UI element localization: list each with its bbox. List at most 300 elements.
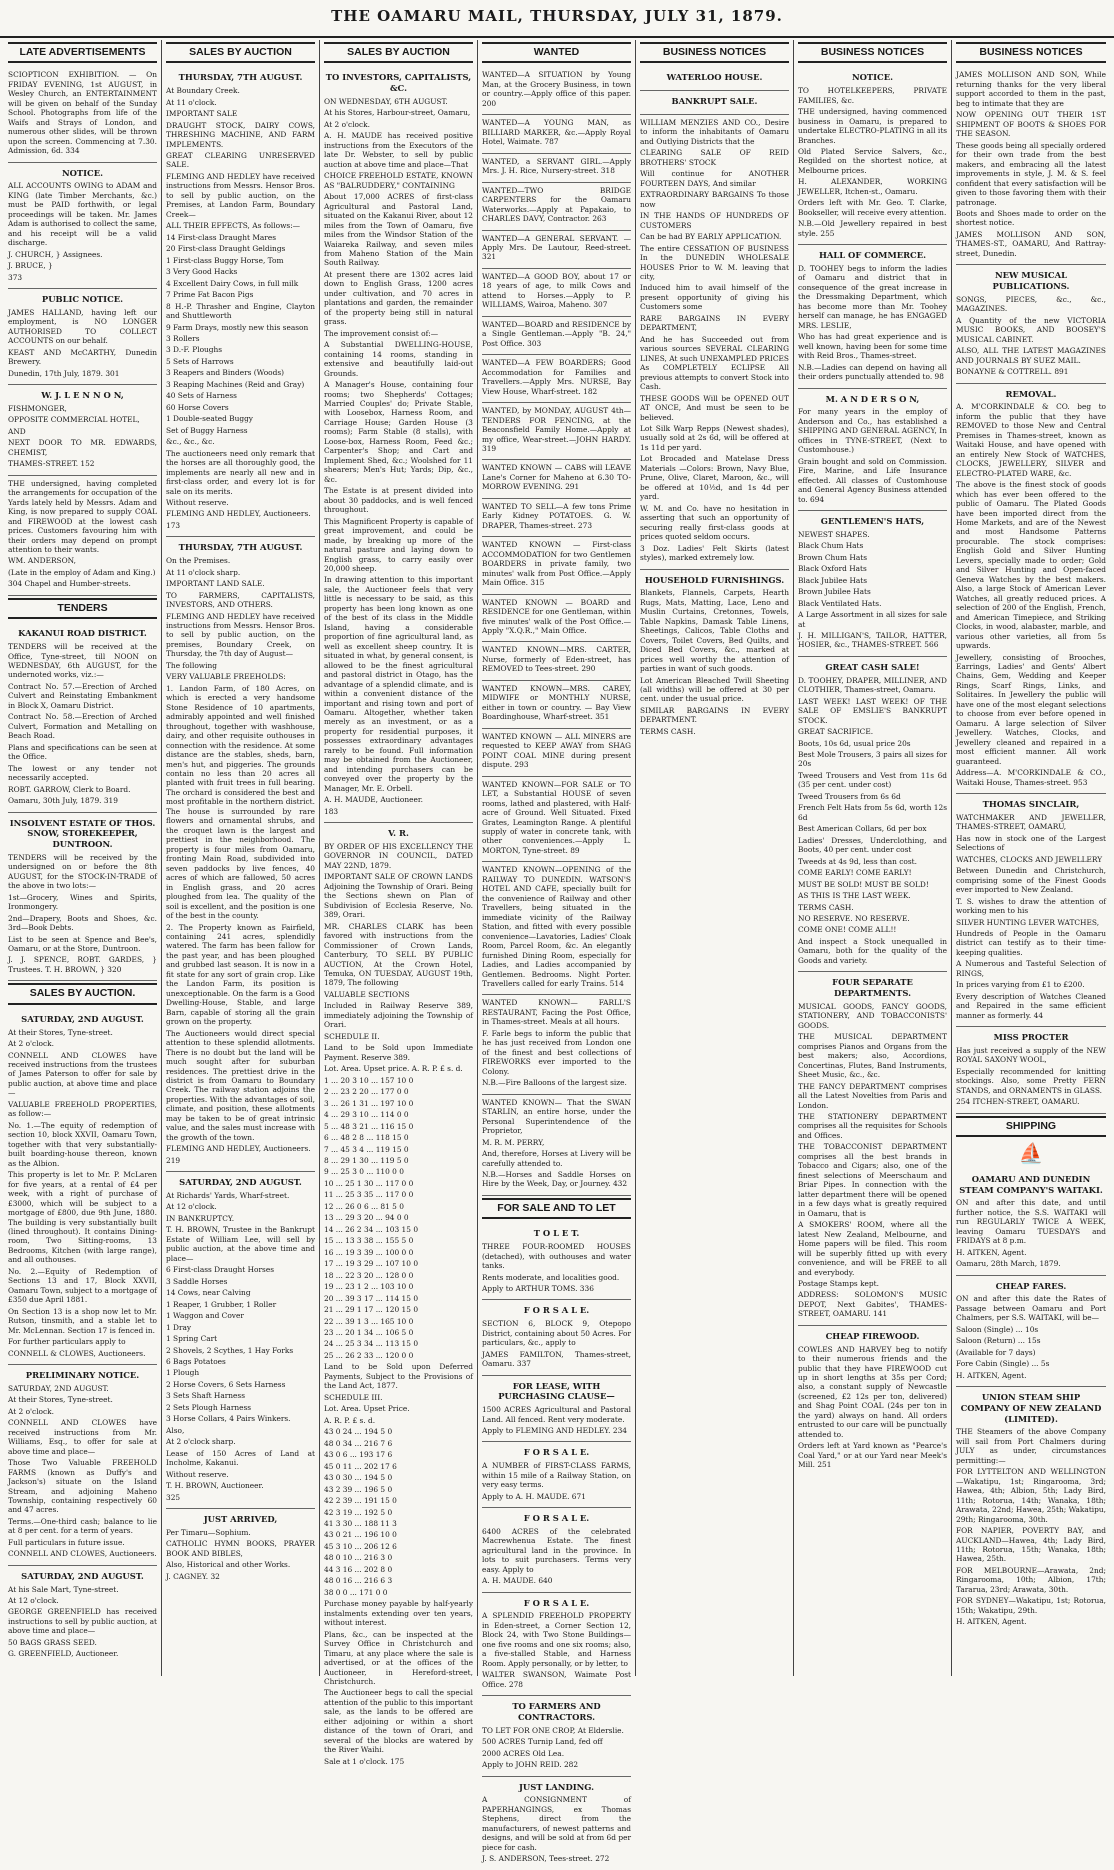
ad-text: 254 ITCHEN-STREET, OAMARU. bbox=[956, 1097, 1080, 1107]
ad-text: Induced him to avail himself of the present opportunity of giving his Customers some bbox=[640, 283, 789, 312]
ad-text: Will continue for ANOTHER FOURTEEN DAYS, And similar bbox=[640, 169, 789, 188]
ad-text: WANTED KNOWN—OPENING of the RAILWAY TO DUNEDIN. WATSON'S HOTEL AND CAFE, specially built for the convenience of Railway and other Travellers, being situated in the immediate vicinity of the Railway Station, and fitted with every possible convenience—Lavatories, Ladies' Cloak Room, Parcel Room, &c. An elegantly furnished Dining Room, especially for Ladies, and Ladies accompanied by Gentlemen. Bedrooms. Night Porter. Travellers called for early Trains. 514 bbox=[482, 865, 631, 988]
ad-text: 1 First-class Buggy Horse, Tom bbox=[166, 255, 284, 265]
ad-text: At his Stores, Harbour-street, Oamaru, bbox=[324, 108, 471, 118]
ad-text: THE STATIONERY DEPARTMENT comprises all the requisites for Schools and Offices. bbox=[798, 1112, 947, 1140]
advertisement bbox=[8, 67, 157, 162]
ad-text: A. H. MAUDE has received positive instructions from the Executors of the late Dr. Webster, to sell by public auction at above time and place—That bbox=[324, 131, 473, 169]
ad-text: At 12 o'clock. bbox=[166, 1202, 217, 1212]
ad-text: 7 Prime Fat Bacon Pigs bbox=[166, 290, 254, 300]
ad-text: 4 ... 29 3 10 ... 114 0 0 bbox=[324, 1110, 409, 1120]
ad-text: COME ONE! COME ALL!! bbox=[798, 925, 897, 935]
ad-text: WM. ANDERSON, bbox=[8, 556, 77, 566]
ad-text: 173 bbox=[166, 520, 181, 530]
advertisement bbox=[166, 1172, 315, 1509]
ad-text: SATURDAY, 2ND AUGUST. bbox=[8, 1383, 109, 1393]
ad-title: OAMARU AND DUNEDIN STEAM COMPANY'S WAITAKI. bbox=[959, 1173, 1103, 1195]
ad-text: 183 bbox=[324, 806, 339, 816]
ad-title: WATERLOO HOUSE. bbox=[666, 72, 763, 83]
ad-title: JUST LANDING. bbox=[518, 1781, 595, 1792]
ad-text: For many years in the employ of Anderson and Co., has established a SHIPPING AND GENERAL AGENCY, In offices in TYNE-STREET, (Next to Customhouse.) bbox=[798, 407, 947, 455]
ad-text: A. M'CORKINDALE & CO. beg to inform the public that they have REMOVED to those New and Central Premises in Thames-street, known as Waitaki House, and have opened with an entirely New Stock of WATCHES, CLOCKS, JEWELLERY, SILVER and ELECTRO-PLATED WARE, &c. bbox=[956, 402, 1106, 478]
ad-text: 2. The Property known as Fairfield, containing 241 acres, splendidly watered. The farm has been fallow for the past year, and has been ploughed and grubbed last season. It is now in a fit state for any sort of grain crop. Like the Landon Farm, its position is unexceptionable. On the farm is a Good Dwelling-House, Stable, and large Barn, capable of storing all the grain grown on the property. bbox=[166, 922, 315, 1027]
ad-text: Jewellery, consisting of Brooches, Earrings, Ladies' and Gents' Albert Chains, Gem, Wedding and Keeper Rings, Scarf Rings, Links, and Solitaires. In Jewellery the public will have one of the most elegant selections to choose from ever before opened in Oamaru. A large selection of Silver Jewellery. Watches, Clocks, and Jewellery cleaned and repaired in a most efficient manner. All work guaranteed. bbox=[956, 652, 1106, 766]
ad-text: Purchase money payable by half-yearly instalments extending over ten years, without interest. bbox=[324, 1599, 473, 1628]
column-5 bbox=[636, 40, 794, 1676]
ad-title: REMOVAL. bbox=[1005, 388, 1057, 399]
ad-text: Also, bbox=[166, 1425, 185, 1435]
ad-text: GEORGE GREENFIELD has received instructions to sell by public auction, at above time and place— bbox=[8, 1607, 157, 1636]
ad-text: 219 bbox=[166, 1155, 181, 1165]
advertisement bbox=[166, 1509, 315, 1587]
ad-text: ROBT. GARROW, Clerk to Board. bbox=[8, 784, 131, 794]
ad-text: 9 ... 25 3 0 ... 110 0 0 bbox=[324, 1167, 404, 1177]
ad-text: 45 0 11 ... 202 17 6 bbox=[324, 1461, 397, 1471]
ad-text: 38 0 0 ... 171 0 0 bbox=[324, 1587, 388, 1597]
ad-text: And inspect a Stock unequalled in Oamaru, both for the quality of the Goods and variety. bbox=[798, 936, 947, 965]
column-heading: SALES BY AUCTION bbox=[166, 42, 315, 63]
ad-text: Apply to FLEMING AND HEDLEY. 234 bbox=[482, 1425, 627, 1435]
ad-text: 42 2 39 ... 191 15 0 bbox=[324, 1496, 397, 1506]
ad-text: TERMS CASH. bbox=[798, 902, 854, 912]
advertisement bbox=[8, 385, 157, 476]
newspaper-page bbox=[4, 40, 1110, 1864]
ad-text: THAMES-STREET. 152 bbox=[8, 459, 95, 469]
advertisement bbox=[324, 67, 473, 823]
ad-text: Set of Buggy Harness bbox=[166, 425, 248, 435]
ad-text: A CONSIGNMENT of PAPERHANGINGS, ex Thomas Stephens, direct from the manufacturers, of newest patterns and designs, and will be sold at from 6d per piece for cash. bbox=[482, 1795, 631, 1852]
ad-text: SCHEDULE II. bbox=[324, 1031, 380, 1041]
ad-title: W. J. L E N N O N, bbox=[41, 390, 124, 401]
ad-text: Who has had great experience and is well known, having been for some time with Reid Bros., Thames-street. bbox=[798, 332, 947, 361]
ad-title: NEW MUSICAL PUBLICATIONS. bbox=[992, 270, 1070, 292]
advertisement bbox=[482, 681, 631, 729]
ad-text: SCIOPTICON EXHIBITION. — On FRIDAY EVENING, 1st AUGUST, in Wesley Church, an ENTERTAINMENT will be given on behalf of the Sunday School. Photographs from life of the Waifs and Strays of London, and numerous other slides, will be thrown upon the screen. Commencing at 7.30. Admission, 6d. 334 bbox=[8, 70, 157, 156]
ad-text: CHOICE FREEHOLD ESTATE, KNOWN AS "BALRUDDERY," CONTAINING bbox=[324, 171, 473, 190]
advertisement bbox=[956, 1387, 1106, 1633]
advertisement bbox=[482, 67, 631, 115]
ad-text: THE MUSICAL DEPARTMENT comprises Pianos and Organs from the best makers; also, Accordions, Concertinas, Flutes, Band Instruments, Sheet Music, &c., &c. bbox=[798, 1032, 947, 1080]
ad-text: 6 First-class Draught Horses bbox=[166, 1265, 275, 1275]
ad-text: NEXT DOOR TO MR. EDWARDS, CHEMIST, bbox=[8, 438, 157, 457]
ad-title: HALL OF COMMERCE. bbox=[818, 250, 927, 261]
ad-text: 45 3 10 ... 206 12 6 bbox=[324, 1541, 397, 1551]
ad-text: Has just received a supply of the NEW ROYAL SAXONY WOOL, bbox=[956, 1045, 1106, 1065]
advertisement bbox=[482, 115, 631, 153]
ad-title: GREAT CASH SALE! bbox=[825, 661, 920, 672]
ad-text: In drawing attention to this important sale, the Auctioneer feels that very little is necessary to be said, as this property has been long known as one of the best of its class in the Middle Island, having a considerable proportion of fine agricultural land, as well as excellent sheep country. It is situated in what, by general consent, is allowed to be the finest agricultural and pastoral district in Otago, has the advantage of a splendid climate, and is within a convenient distance of the important and rising town and port of Oamaru. Altogether, whether taken merely as an investment, or as a property for residential purposes, it possesses extraordinary advantages rarely to be found. Full information may be obtained from the Auctioneer, and intending purchasers can be conveyed over the property by the Manager, Mr. E. Orbell. bbox=[324, 575, 473, 793]
ad-title: HOUSEHOLD FURNISHINGS. bbox=[644, 574, 785, 585]
ad-text: 48 0 34 ... 216 7 6 bbox=[324, 1438, 393, 1448]
column-6 bbox=[794, 40, 952, 1676]
ad-text: F. Farle begs to inform the public that he has just received from London one of the finest and best collections of FIREWORKS ever imported to the Colony. bbox=[482, 1028, 631, 1076]
ad-text: WANTED, a SERVANT GIRL.—Apply Mrs. J. H. Rice, Nursery-street. 318 bbox=[482, 156, 631, 176]
ad-text: List to be seen at Spence and Bee's, Oamaru, or at the Store, Duntroon. bbox=[8, 934, 157, 953]
ad-text: At his Sale Mart, Tyne-street. bbox=[8, 1584, 119, 1594]
ad-text: J. S. ANDERSON, Tees-street. 272 bbox=[482, 1854, 610, 1864]
ad-text: THESE GOODS Will be OPENED OUT AT ONCE, And must be seen to be believed. bbox=[640, 393, 789, 422]
advertisement bbox=[482, 269, 631, 317]
ad-text: 40 Sets of Harness bbox=[166, 391, 237, 401]
ad-text: TO HOTELKEEPERS, PRIVATE FAMILIES, &c. bbox=[798, 86, 947, 105]
ad-text: 5 Sets of Harrows bbox=[166, 356, 234, 366]
ad-text: The auctioneers need only remark that the horses are all thoroughly good, the implements are nearly all new and in first-class order, and every lot is for sale on its merits. bbox=[166, 448, 315, 496]
ad-text: GREAT SACRIFICE. bbox=[798, 727, 874, 737]
ad-text: Plans and specifications can be seen at the Office. bbox=[8, 742, 157, 762]
ad-text: In prices varying from £1 to £200. bbox=[956, 980, 1085, 990]
ad-text: At 12 o'clock. bbox=[8, 1596, 59, 1605]
ad-text: French Felt Hats from 5s 6d, worth 12s 6d bbox=[798, 803, 947, 822]
advertisement bbox=[482, 777, 631, 863]
ad-text: Also, Historical and other Works. bbox=[166, 1560, 291, 1570]
ad-text: H. AITKEN, Agent. bbox=[956, 1617, 1027, 1627]
ad-text: 2000 ACRES Old Lea. bbox=[482, 1748, 565, 1758]
ad-title: TO FARMERS AND CONTRACTORS. bbox=[512, 1701, 601, 1722]
ad-text: DRAUGHT STOCK, DAIRY COWS, THRESHING MACHINE, AND FARM IMPLEMENTS. bbox=[166, 120, 315, 149]
advertisement bbox=[482, 729, 631, 777]
ad-text: Plans, &c., can be inspected at the Survey Office in Christchurch and Timaru, at any place where the sale is advertised, or at the offices of the Auctioneer, in Hereford-street, Christchurch. bbox=[324, 1629, 473, 1686]
ad-text: 1500 ACRES Agricultural and Pastoral Land. All fenced. Rent very moderate. bbox=[482, 1405, 631, 1424]
advertisement bbox=[482, 1508, 631, 1593]
ad-text: CONNELL AND CLOWES have received instructions from the trustees of James Paterson to offer for sale by public auction, at above time and place— bbox=[8, 1050, 157, 1098]
ad-text: 8 H.-P. Thrasher and Engine, Clayton and Shuttleworth bbox=[166, 301, 315, 321]
ad-text: THE FANCY DEPARTMENT comprises all the Latest Novelties from Paris and London. bbox=[798, 1081, 947, 1110]
ad-text: WANTED KNOWN—MRS. CAREY, MIDWIFE or MONTHLY NURSE, either in town or country. — Bay View Boardinghouse, Wharf-street. 351 bbox=[482, 683, 631, 722]
ad-text: About 17,000 ACRES of first-class Agricultural and Pastoral Land, situated on the Kakanui River, about 12 miles from the Town of Oamaru, five miles from the Windsor Station of the Waiareka Railway, and seven miles from Maheno Station of the Main South Railway. bbox=[324, 192, 473, 268]
ad-text: Between Dunedin and Christchurch, comprising some of the Finest Goods ever imported to New Zealand. bbox=[956, 866, 1106, 895]
advertisement bbox=[798, 67, 947, 245]
advertisement bbox=[482, 183, 631, 231]
ad-text: FISHMONGER, bbox=[8, 403, 67, 413]
ad-text: WANTED KNOWN— FARLL'S RESTAURANT, Facing the Post Office, in Thames-street. Meals at all hours. bbox=[482, 998, 631, 1027]
ad-text: CLEARING SALE OF REID BROTHERS' STOCK bbox=[640, 148, 789, 167]
ad-text: 2 Sets Plough Harness bbox=[166, 1402, 252, 1412]
ad-text: WANTED KNOWN — ALL MINERS are requested to KEEP AWAY from SHAG POINT COAL MINE during present dispute. 293 bbox=[482, 731, 631, 770]
ad-text: Black Oxford Hats bbox=[798, 564, 867, 574]
ad-text: MR. CHARLES CLARK has been favored with instructions from the Commissioner of Crown Lands, Canterbury, TO SELL BY PUBLIC AUCTION, At the Crown Hotel, Temuka, ON TUESDAY, AUGUST 19th, 1879, The following bbox=[324, 921, 473, 988]
ad-text: No. 2.—Equity of Redemption of Sections 13 and 17, Block XXVII, Oamaru Town, subject to a mortgage of £350 due April 1881. bbox=[8, 1266, 157, 1305]
ad-text: Especially recommended for knitting stockings. Also, some Pretty FERN STANDS, and ORNAMENTS in GLASS. bbox=[956, 1066, 1106, 1095]
ad-title: CHEAP FARES. bbox=[995, 1280, 1067, 1291]
ad-text: No. 1.—The equity of redemption of section 10, block XXVII, Oamaru Town, together with that very substantially-built boarding-house thereon, known as the Albion. bbox=[8, 1120, 157, 1168]
advertisement bbox=[956, 265, 1106, 383]
ad-text: TENDERS will be received by the undersigned on or before the 8th AUGUST, for the STOCK-IN-TRADE of the above in two lots:— bbox=[8, 852, 157, 891]
ad-text: Oamaru, 30th July, 1879. 319 bbox=[8, 796, 118, 806]
ad-text: ALL ACCOUNTS OWING to ADAM and KING (late Timber Merchants, &c.) must be PAID forthwith, or legal proceedings will be taken. Mr. James Adam is authorised to collect the same, and his receipt will be a valid discharge. bbox=[8, 181, 157, 248]
ad-text: 15 ... 13 3 38 ... 155 5 0 bbox=[324, 1236, 414, 1246]
ad-text: FOR MELBOURNE—Arawata, 2nd; Ringarooma, 10th; Albion, 17th; Tararua, 23rd; Arawata, 30th. bbox=[956, 1565, 1106, 1594]
ad-text: Without reserve. bbox=[166, 498, 229, 507]
ad-text: WANTED—A SITUATION by Young Man, at the Grocery Business, in town or country.—Apply office of this paper. 200 bbox=[482, 70, 631, 108]
advertisement bbox=[482, 1593, 631, 1697]
ad-text: A Manager's House, containing four rooms; two Shepherds' Cottages; Married Couples' do; Private Stable, with Loosebox, Harness Room, and Carriage House; Garden House (3 rooms); Farm Stable (8 stalls), with Loose-box, Harness Room, Feed &c.; Carpenter's Shop; and Cart and Implement Shed, &c.; Woolshed for 11 shearers; Men's Hut; Yards; Dip, &c., &c. bbox=[324, 380, 473, 484]
ad-text: The above is the finest stock of goods which has ever been offered to the public of Oamaru. The Plated Goods have been imported direct from the Home Markets, and are of the Newest and most Handsome Patterns procurable. The stock comprises: English Gold and Silver Hunting Levers, specially made to order; Gold and Silver Hunting and Open-faced Geneva Watches by the best makers. Also, a large Stock of American Lever Watches, all greatly reduced prices. A selection of 200 of the English, French, and American Timepiece, and Striking Clocks, in wood, alabaster, marble, and various other varieties, all from 5s upwards. bbox=[956, 480, 1106, 651]
ad-text: THE TOBACCONIST DEPARTMENT comprises all the best brands in Tobacco and Cigars; also, one of the finest selections of Meerschaum and Briar Pipes. In connection with the latter department there will be opened in a few days what is greatly required in Oamaru, that is bbox=[798, 1142, 947, 1218]
ad-text: ON WEDNESDAY, 6TH AUGUST. bbox=[324, 96, 448, 106]
ad-title: F O R S A L E. bbox=[523, 1513, 590, 1524]
ad-text: Terms.—One-third cash; balance to lie at 8 per cent. for a term of years. bbox=[8, 1516, 157, 1536]
ad-text: IMPORTANT SALE OF CROWN LANDS Adjoining the Township of Orari. Being the Sections shewn on Plan of Subdivision of Ecclesia Reserve, No. 389, Orari. bbox=[324, 872, 473, 920]
ad-text: N.B.—Old Jewellery repaired in best style. 255 bbox=[798, 219, 947, 238]
ad-text: 325 bbox=[166, 1492, 181, 1502]
section-heading: SHIPPING bbox=[956, 1116, 1106, 1137]
advertisement bbox=[640, 115, 789, 570]
ad-text: 1 Plough bbox=[166, 1368, 200, 1378]
ad-text: Contract No. 58.—Erection of Arched Culvert, Formation and Metalling on Beach Road. bbox=[8, 712, 157, 741]
ad-text: WANTED, by MONDAY, AUGUST 4th—TENDERS FOR FENCING, at the Beaconsfield Family Home.—Apply at my office, Wear-street.—JOHN HARDY. 319 bbox=[482, 406, 631, 453]
advertisement bbox=[482, 595, 631, 643]
ad-text: WANTED—A YOUNG MAN, as BILLIARD MARKER, &c.—Apply Royal Hotel, Waimate. 787 bbox=[482, 118, 631, 147]
ad-text: MUSICAL GOODS, FANCY GOODS, STATIONERY, AND TOBACCONISTS' GOODS. bbox=[798, 1001, 947, 1030]
advertisement bbox=[8, 163, 157, 289]
ad-text: Postage Stamps kept. bbox=[798, 1278, 879, 1288]
ad-text: Oamaru, 28th March, 1879. bbox=[956, 1259, 1061, 1269]
ad-text: J. CHURCH, } Assignees. bbox=[8, 249, 103, 259]
ad-text: TO FARMERS, CAPITALISTS, INVESTORS, AND OTHERS. bbox=[166, 590, 315, 610]
ad-text: WANTED KNOWN — BOARD and RESIDENCE for one Gentleman, within five minutes' walk of the Post Office.—Apply "X.Q.R.," Main Office. bbox=[482, 597, 631, 635]
ad-text: J. J. SPENCE, ROBT. GARDES, } Trustees. T. H. BROWN, } 320 bbox=[8, 955, 157, 974]
ad-text: SILVER HUNTING LEVER WATCHES, bbox=[956, 917, 1100, 927]
advertisement bbox=[798, 245, 947, 388]
ad-text: 3 Doz. Ladies' Felt Skirts (latest styles), marked extremely low. bbox=[640, 543, 789, 563]
ad-text: 7 ... 45 3 4 ... 119 15 0 bbox=[324, 1144, 409, 1154]
advertisement bbox=[482, 862, 631, 995]
ad-text: JAMES MOLLISON AND SON, THAMES-ST., OAMARU, And Rattray-street, Dunedin. bbox=[956, 229, 1106, 258]
ad-text: THREE FOUR-ROOMED HOUSES (detached), with outhouses and water tanks. bbox=[482, 1242, 631, 1271]
ad-text: 20 First-class Draught Geldings bbox=[166, 244, 286, 254]
ad-text: Boots and Shoes made to order on the shortest notice. bbox=[956, 209, 1106, 228]
ad-text: T. S. wishes to draw the attention of working men to his bbox=[956, 896, 1106, 916]
advertisement bbox=[482, 1442, 631, 1508]
ad-text: Saloon (Single) ... 10s bbox=[956, 1324, 1039, 1334]
advertisement bbox=[8, 1566, 157, 1665]
ad-text: Sale at 1 o'clock. 175 bbox=[324, 1756, 405, 1766]
column-3 bbox=[320, 40, 478, 1766]
ad-text: IMPORTANT LAND SALE. bbox=[166, 579, 265, 589]
ad-text: N.B.—Fire Balloons of the largest size. bbox=[482, 1078, 627, 1088]
advertisement bbox=[482, 1300, 631, 1375]
ad-text: 2 Shovels, 2 Scythes, 1 Hay Forks bbox=[166, 1345, 294, 1355]
ad-text: Land to be Sold upon Immediate Payment. Reserve 389. bbox=[324, 1043, 473, 1062]
ad-text: N.B.—Horses and Saddle Horses on Hire by the Week, Day, or Journey. 432 bbox=[482, 1169, 631, 1189]
advertisement bbox=[798, 1326, 947, 1476]
ad-text: 43 0 24 ... 194 5 0 bbox=[324, 1427, 393, 1437]
advertisement bbox=[482, 642, 631, 680]
ad-text: At 11 o'clock sharp. bbox=[166, 567, 241, 577]
ad-text: Lot. Area. Upset Price. bbox=[324, 1404, 410, 1414]
ad-text: 11 ... 25 3 35 ... 117 0 0 bbox=[324, 1190, 414, 1200]
ad-text: At Richards' Yards, Wharf-street. bbox=[166, 1190, 290, 1200]
ad-text: 3 Rollers bbox=[166, 333, 200, 343]
ad-text: Apply to JOHN REID. 282 bbox=[482, 1760, 579, 1770]
advertisement bbox=[798, 389, 947, 511]
ad-text: WANTED TO SELL—A few tons Prime Early Kidney POTATOES. G. W. DRAPER, Thames-street. 273 bbox=[482, 501, 631, 530]
ad-text: J. CAGNEY. 32 bbox=[166, 1571, 220, 1581]
advertisement bbox=[798, 972, 947, 1326]
ad-text: 1st—Grocery, Wines and Spirits, Ironmongery. bbox=[8, 892, 157, 912]
advertisement bbox=[8, 289, 157, 385]
ad-text: 1. Landon Farm, of 180 Acres, on which is erected a very handsome Stone Residence of 10 apartments, admirably appointed and well finished throughout, together with washhouse, dairy, and other requisite outhouses in connection with the residence. At some distance are the stables, sheds, barn, men's hut, and piggeries. The grounds contain no less than 20 acres all planted with fruit trees in full bearing. The orchard is considered the best and most profitable in the northern district. The house is surrounded by rare flowers and ornamental shrubs, and the croquet lawn is the largest and prettiest in the neighborhood. The property is four miles from Oamaru, fronting Main Road, subdivided into seven paddocks by live fences, 40 acres of which are fallowed, 50 acres in English grass, and 20 acres ploughed from lea. The quality of the soil is excellent, and the position is one of the best in the county. bbox=[166, 683, 315, 921]
ad-text: On Section 13 is a shop now let to Mr. Rutson, tinsmith, and a stable let to Mr. McLennan. Section 17 is fenced in. bbox=[8, 1306, 157, 1335]
ad-text: 3 Reapers and Binders (Woods) bbox=[166, 368, 285, 378]
ad-text: 4 Excellent Dairy Cows, in full milk bbox=[166, 278, 299, 288]
ad-text: This Magnificent Property is capable of great improvement, and could be made, by breaking up more of the natural pasture and laying down to English grass, to carry easily over 20,000 sheep. bbox=[324, 516, 473, 573]
ad-text: Orders left at Yard known as "Pearce's Coal Yard," or at our Yard near Meek's Mill. 251 bbox=[798, 1441, 947, 1470]
ad-text: A Quantity of the new VICTORIA MUSIC BOOKS, AND BOOSEY'S MUSICAL CABINET. bbox=[956, 315, 1106, 344]
ad-text: IN BANKRUPTCY. bbox=[166, 1213, 235, 1223]
ad-text: Fore Cabin (Single) ... 5s bbox=[956, 1359, 1050, 1369]
ad-text: RARE BARGAINS IN EVERY DEPARTMENT, bbox=[640, 313, 789, 333]
advertisement bbox=[798, 657, 947, 972]
advertisement bbox=[798, 511, 947, 657]
ad-text: BY ORDER OF HIS EXCELLENCY THE GOVERNOR IN COUNCIL, DATED MAY 22ND, 1879. bbox=[324, 841, 473, 870]
ad-text: This property is let to Mr. P. McLaren for five years, at a rental of £4 per week, with a right of purchase of £3000, which will be subject to a mortgage of £800, due 9th June, 1880. The building is very substantially built (lined throughout). It contains Dining-room, Two Sitting-rooms, 13 Bedrooms, Kitchen (with large range), and all outhouses. bbox=[8, 1170, 157, 1265]
ad-text: J. BRUCE, } bbox=[8, 261, 53, 271]
ad-text: 3 Very Good Hacks bbox=[166, 267, 238, 277]
ad-text: WANTED—A GENERAL SERVANT. —Apply Mrs. De Lautour, Reed-street. 321 bbox=[482, 233, 631, 262]
ad-text: 2nd—Drapery, Boots and Shoes, &c. 3rd—Book Debts. bbox=[8, 913, 157, 933]
ad-title: SATURDAY, 2ND AUGUST. bbox=[179, 1177, 302, 1188]
ad-text: AND bbox=[8, 426, 26, 436]
ad-text: JAMES MOLLISON AND SON, While returning thanks for the very liberal support accorded to them in the past, beg to intimate that they are bbox=[956, 70, 1106, 108]
ad-text: The Auctioneers would direct special attention to these splendid allotments. There is no doubt but the land will be much sought after for suburban residences. The prettiest drive in the district is from Oamaru to Boundary Creek. The railway station adjoins the properties. With the advantages of soil, climate, and position, these allotments may be taken to be of great intrinsic value, and the sales must increase with the growth of the town. bbox=[166, 1028, 315, 1142]
ad-text: 6 Bags Potatoes bbox=[166, 1357, 226, 1366]
ad-text: 1 Dray bbox=[166, 1322, 192, 1332]
ad-text: Grain bought and sold on Commission. Fire, Marine, and Life Insurance effected. All classes of Customhouse and General Agency Business attended to. 694 bbox=[798, 456, 947, 504]
ad-text: 500 ACRES Turnip Land, fed off bbox=[482, 1737, 603, 1747]
ad-text: 50 BAGS GRASS SEED. bbox=[8, 1637, 97, 1647]
ad-title: BANKRUPT SALE. bbox=[671, 96, 758, 107]
ad-title: T O L E T. bbox=[533, 1228, 580, 1239]
ad-text: A SPLENDID FREEHOLD PROPERTY in Eden-street, a Corner Section 12, Block 24, with Two Stone Buildings—one five rooms and one six rooms; also, a five-stalled Stable, and Harness Room. Apply personally, or by letter, to bbox=[482, 1611, 631, 1668]
ad-text: 14 ... 26 2 34 ... 103 15 0 bbox=[324, 1224, 419, 1234]
ad-text: N.B.—Ladies can depend on having all their orders punctually attended to. 98 bbox=[798, 362, 947, 382]
ad-title: TO INVESTORS, CAPITALISTS, &C. bbox=[325, 72, 472, 94]
ad-text: At 2 o'clock. bbox=[8, 1406, 54, 1416]
ad-text: CATHOLIC HYMN BOOKS, PRAYER BOOK AND BIBLES, bbox=[166, 1539, 315, 1558]
ad-text: THE Steamers of the above Company will sail from Port Chalmers during JULY as under, circumstances permitting:— bbox=[956, 1427, 1106, 1465]
ad-text: 18 ... 22 3 20 ... 128 0 0 bbox=[324, 1270, 414, 1280]
ad-text: 373 bbox=[8, 272, 23, 282]
ad-text: SECTION 6, BLOCK 9, Otepopo District, containing about 50 Acres. For particulars, &c., apply to bbox=[482, 1319, 631, 1348]
column-heading: BUSINESS NOTICES bbox=[956, 42, 1106, 63]
ad-title: F O R S A L E. bbox=[523, 1597, 590, 1608]
ad-title: GENTLEMEN'S HATS, bbox=[820, 516, 925, 527]
ad-text: 17 ... 19 3 29 ... 107 10 0 bbox=[324, 1259, 419, 1269]
ad-text: Without reserve. bbox=[166, 1469, 229, 1479]
ad-text: EXTRAORDINARY BARGAINS To those now bbox=[640, 190, 789, 209]
ad-text: 1 ... 20 3 10 ... 157 10 0 bbox=[324, 1075, 414, 1085]
ad-text: Tweeds at 4s 9d, less than cost. bbox=[798, 856, 917, 866]
ad-text: 1 Double-seated Buggy bbox=[166, 414, 253, 424]
column-heading: BUSINESS NOTICES bbox=[640, 42, 789, 63]
ad-text: FLEMING AND HEDLEY, Auctioneers. bbox=[166, 509, 311, 519]
advertisement bbox=[8, 813, 157, 982]
ad-text: Those Two Valuable FREEHOLD FARMS (known as Duffy's and Jackson's) situate on the Island Stream, and adjoining Maheno Township, containing respectively 60 and 47 acres. bbox=[8, 1458, 157, 1515]
ad-text: Rents moderate, and localities good. bbox=[482, 1272, 620, 1282]
ad-text: On the Premises. bbox=[166, 556, 231, 566]
advertisement bbox=[324, 823, 473, 1772]
ad-text: FLEMING AND HEDLEY, Auctioneers. bbox=[166, 1144, 311, 1154]
ad-text: Full particulars in future issue. bbox=[8, 1537, 125, 1547]
ad-text: The improvement consist of:— bbox=[324, 328, 439, 338]
ad-text: 43 2 39 ... 196 5 0 bbox=[324, 1484, 393, 1494]
ad-text: D. TOOHEY begs to inform the ladies of Oamaru and district that in consequence of the great increase in the Dressmaking Department, which has become more than Mr. Toohey herself can manage, he has ENGAGED MRS. LESLIE, bbox=[798, 263, 947, 330]
ad-text: LAST WEEK! LAST WEEK! OF THE SALE OF EMSLIE'S BANKRUPT STOCK. bbox=[798, 696, 947, 725]
ad-text: T. H. BROWN, Trustee in the Bankrupt Estate of William Lee, will sell by public auction, at the above time and place— bbox=[166, 1225, 315, 1263]
column-heading: WANTED bbox=[482, 42, 631, 63]
ad-text: 44 3 16 ... 202 8 0 bbox=[324, 1564, 393, 1574]
ad-text: Best American Collars, 6d per box bbox=[798, 824, 927, 834]
advertisement bbox=[8, 623, 157, 812]
ad-text: FLEMING AND HEDLEY have received instructions from Messrs. Hensor Bros. to sell by public auction, on the premises, Boundary Creek, on Thursday, the 7th day of August— bbox=[166, 611, 315, 659]
ad-text: 1 Waggon and Cover bbox=[166, 1311, 244, 1321]
advertisement bbox=[956, 1027, 1106, 1114]
ad-text: JAMES HALLAND, having left our employment, is NO LONGER AUTHORISED TO COLLECT ACCOUNTS on our behalf. bbox=[8, 307, 157, 346]
ad-text: AS THIS IS THE LAST WEEK. bbox=[798, 891, 911, 901]
ad-text: Every description of Watches Cleaned and Repaired in the same efficient manner as formerly. 44 bbox=[956, 991, 1106, 1020]
ad-text: The Estate is at present divided into about 30 paddocks, and is well fenced throughout. bbox=[324, 486, 473, 515]
advertisement bbox=[8, 476, 157, 596]
ad-text: 2 ... 23 2 20 ... 177 0 0 bbox=[324, 1087, 409, 1097]
ad-text: 43 0 21 ... 196 10 0 bbox=[324, 1530, 397, 1540]
ad-title: THURSDAY, 7TH AUGUST. bbox=[178, 72, 303, 83]
ad-text: 8 ... 29 1 30 ... 119 5 0 bbox=[324, 1155, 409, 1165]
ad-text: H. AITKEN, Agent. bbox=[956, 1247, 1027, 1257]
ad-text: TERMS CASH. bbox=[640, 726, 696, 736]
ad-text: IMPORTANT SALE bbox=[166, 109, 238, 119]
ad-text: NOW OPENING OUT THEIR 1ST SHIPMENT OF BOOTS & SHOES FOR THE SEASON. bbox=[956, 110, 1106, 139]
ad-text: The following bbox=[166, 660, 217, 670]
ad-text: SONGS, PIECES, &c., &c., MAGAZINES. bbox=[956, 294, 1106, 314]
ad-text: WATCHES, CLOCKS AND JEWELLERY bbox=[956, 854, 1103, 864]
advertisement bbox=[956, 794, 1106, 1027]
advertisement bbox=[482, 231, 631, 269]
ad-text: 3 Saddle Horses bbox=[166, 1276, 228, 1286]
ad-text: 14 Cows, near Calving bbox=[166, 1288, 251, 1298]
ad-text: 42 3 19 ... 192 5 0 bbox=[324, 1507, 393, 1517]
ad-text: At 2 o'clock. bbox=[8, 1039, 54, 1049]
ad-text: H. AITKEN, Agent. bbox=[956, 1370, 1027, 1380]
ad-title: V. R. bbox=[388, 828, 409, 839]
ad-text: WANTED KNOWN — First-class ACCOMMODATION for two Gentlemen BOARDERS in private family, two minutes' walk from Post Office.—Apply Main Office. 315 bbox=[482, 540, 631, 588]
ad-text: WANTED KNOWN— That the SWAN STARLIN, an entire horse, under the Personal Superintendence of the Proprietor, bbox=[482, 1097, 631, 1136]
advertisement bbox=[482, 1095, 631, 1196]
ad-text: At Boundary Creek. bbox=[166, 86, 240, 96]
ad-text: 48 0 10 ... 216 3 0 bbox=[324, 1553, 393, 1563]
ad-text: SIMILAR BARGAINS IN EVERY DEPARTMENT. bbox=[640, 705, 789, 725]
advertisement bbox=[8, 1365, 157, 1566]
ad-title: FOUR SEPARATE DEPARTMENTS. bbox=[832, 977, 913, 999]
ad-text: Black Jubilee Hats bbox=[798, 575, 868, 585]
advertisement bbox=[956, 67, 1106, 265]
ad-text: A NUMBER of FIRST-CLASS FARMS, within 15 mile of a Railway Station, on very easy terms. bbox=[482, 1461, 631, 1490]
ad-text: J. H. MILLIGAN'S, TAILOR, HATTER, HOSIER, &c., THAMES-STREET. 566 bbox=[798, 631, 947, 650]
ad-text: Can be had BY EARLY APPLICATION. bbox=[640, 232, 782, 242]
ad-text: 24 ... 25 3 34 ... 113 15 0 bbox=[324, 1339, 419, 1349]
ad-text: Ladies' Dresses, Underclothing, and Boots, 40 per cent. under cost bbox=[798, 835, 947, 855]
ad-title: JUST ARRIVED, bbox=[203, 1514, 278, 1525]
ad-text: Tweed Trousers and Vest from 11s 6d (35 per cent. under cost) bbox=[798, 770, 947, 790]
ad-text: GREAT CLEARING UNRESERVED SALE. bbox=[166, 151, 315, 170]
ad-text: WILLIAM MENZIES AND CO., Desire to inform the inhabitants of Oamaru and Outlying Districts that the bbox=[640, 117, 789, 146]
ad-text: TO LET FOR ONE CROP, At Elderslie. bbox=[482, 1725, 624, 1735]
ad-text: A. R. P. £ s. d. bbox=[324, 1415, 376, 1425]
ad-text: Apply to ARTHUR TOMS. 336 bbox=[482, 1283, 594, 1293]
ad-text: Lease of 150 Acres of Land at Incholme, Kakanui. bbox=[166, 1448, 315, 1468]
ad-text: Contract No. 57.—Erection of Arched Culvert and Reinstating Embankment in Block X, Oamaru District. bbox=[8, 681, 157, 710]
ad-text: At 11 o'clock. bbox=[166, 97, 217, 107]
